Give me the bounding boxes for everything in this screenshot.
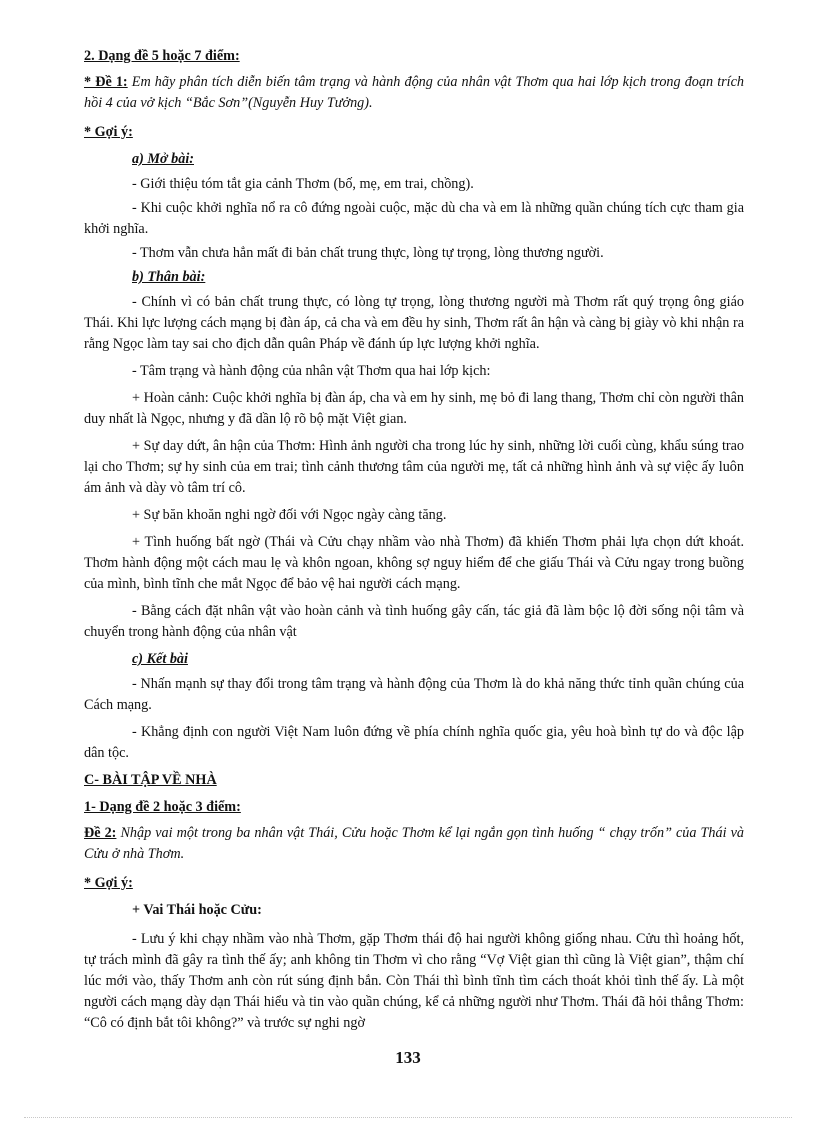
than-bai-item: - Bằng cách đặt nhân vật vào hoàn cảnh và tình huống gây cấn, tác giả đã làm bộc lộ đời sống nội tâm và chuyển trong hành động của nhân vật xyxy=(84,603,744,640)
ket-bai-title: c) Kết bài xyxy=(132,651,188,667)
mo-bai-title: a) Mở bài: xyxy=(132,151,194,167)
hint-label-2: * Gợi ý: xyxy=(84,875,133,891)
sub-heading: 1- Dạng đề 2 hoặc 3 điểm: xyxy=(84,799,241,815)
mo-bai-item: - Giới thiệu tóm tắt gia cảnh Thơm (bố, mẹ, em trai, chồng). xyxy=(132,176,474,192)
mo-bai-item: - Thơm vẫn chưa hẳn mất đi bản chất trung thực, lòng tự trọng, lòng thương người. xyxy=(132,245,604,261)
than-bai-item: + Sự day dứt, ân hận của Thơm: Hình ảnh người cha trong lúc hy sinh, những lời cuối cùng, khẩu súng trao lại cho Thơm; sự hy sinh của em trai; tình cảnh thương tâm của người mẹ, tất cả những hình ảnh và sự việc ấy luôn ám ảnh và dày vò tâm trí cô. xyxy=(84,438,744,496)
task-1-label: * Đề 1: xyxy=(84,74,128,90)
task-2-text: Nhập vai một trong ba nhân vật Thái, Cửu hoặc Thơm kể lại ngắn gọn tình huống “ chạy trốn” của Thái và Cửu ở nhà Thơm. xyxy=(84,825,744,862)
mo-bai-item: - Khi cuộc khởi nghĩa nổ ra cô đứng ngoài cuộc, mặc dù cha và em là những quần chúng tích cực tham gia khởi nghĩa. xyxy=(84,200,744,237)
hint-label: * Gợi ý: xyxy=(84,124,133,140)
document-page xyxy=(84,40,744,1040)
task-2 xyxy=(84,823,744,865)
section-heading: 2. Dạng đề 5 hoặc 7 điểm: xyxy=(84,48,240,64)
than-bai-item: - Chính vì có bản chất trung thực, có lòng tự trọng, lòng thương người mà Thơm rất quý trọng ông giáo Thái. Khi lực lượng cách mạng bị đàn áp, cả cha và em đều hy sinh, Thơm rất ân hận và càng bị giày vò khi nhận ra rằng Ngọc làm tay sai cho địch dẫn quân Pháp về đánh úp lực lượng khởi nghĩa. xyxy=(84,294,744,352)
task-1-text: Em hãy phân tích diễn biến tâm trạng và hành động của nhân vật Thơm qua hai lớp kịch trong đoạn trích hồi 4 của vở kịch “Bắc Sơn”(Nguyễn Huy Tưởng). xyxy=(84,74,744,111)
homework-heading: C- BÀI TẬP VỀ NHÀ xyxy=(84,772,217,788)
than-bai-item: - Tâm trạng và hành động của nhân vật Thơm qua hai lớp kịch: xyxy=(132,363,491,379)
role-heading: + Vai Thái hoặc Cửu: xyxy=(132,902,262,918)
ket-bai-item: - Khẳng định con người Việt Nam luôn đứng về phía chính nghĩa quốc gia, yêu hoà bình tự do và độc lập dân tộc. xyxy=(84,724,744,761)
page-number: 133 xyxy=(395,1048,421,1067)
than-bai-item: + Tình huống bất ngờ (Thái và Cửu chạy nhầm vào nhà Thơm) đã khiến Thơm phải lựa chọn dứt khoát. Thơm hành động một cách mau lẹ và khôn ngoan, không sợ nguy hiểm để che giấu Thái và Cửu ngay trong buồng của mình, bình tĩnh che mắt Ngọc để bảo vệ hai người cách mạng. xyxy=(84,534,744,592)
task-1 xyxy=(84,72,744,114)
than-bai-item: + Sự băn khoăn nghi ngờ đối với Ngọc ngày càng tăng. xyxy=(132,507,447,523)
task-2-label: Đề 2: xyxy=(84,825,117,841)
bottom-divider xyxy=(24,1117,792,1118)
than-bai-title: b) Thân bài: xyxy=(132,269,206,285)
role-text: - Lưu ý khi chạy nhầm vào nhà Thơm, gặp Thơm thái độ hai người không giống nhau. Cửu thì hoảng hốt, tự trách mình đã gây ra tình thế ấy; anh không tin Thơm vì cho rằng “Vợ Việt gian thì cũng là Việt gian”, thậm chí lúc mới vào, thấy Thơm anh còn rút súng định bắn. Còn Thái thì bình tĩnh tìm cách thoát khỏi tình thế ấy. Là một người cách mạng dày dạn Thái hiểu và tin vào quần chúng, kể cả những người như Thơm. Thái đã hỏi thẳng Thơm: “Cô có định bắt tôi không?” và trước sự nghi ngờ xyxy=(84,931,744,1031)
than-bai-item: + Hoàn cảnh: Cuộc khởi nghĩa bị đàn áp, cha và em hy sinh, mẹ bỏ đi lang thang, Thơm chỉ còn người thân duy nhất là Ngọc, nhưng y đã dần lộ rõ bộ mặt Việt gian. xyxy=(84,390,744,427)
ket-bai-item: - Nhấn mạnh sự thay đổi trong tâm trạng và hành động của Thơm là do khả năng thức tỉnh quần chúng của Cách mạng. xyxy=(84,676,744,713)
